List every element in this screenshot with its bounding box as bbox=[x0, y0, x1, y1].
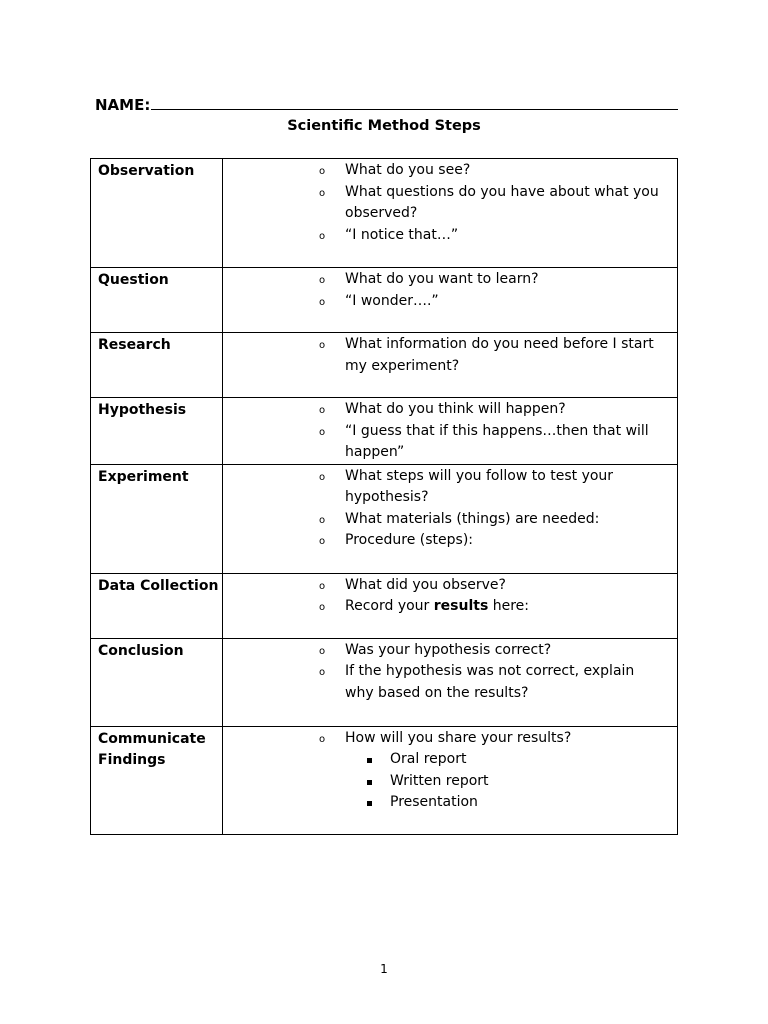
list-item-text: How will you share your results? bbox=[345, 729, 572, 746]
list-item: o What materials (things) are needed: bbox=[319, 509, 667, 531]
row-content bbox=[223, 268, 678, 333]
list-item: o What do you think will happen? bbox=[319, 399, 667, 421]
page-number: 1 bbox=[380, 962, 388, 976]
results-prefix: Record your bbox=[345, 598, 434, 614]
sub-list-item: Written report bbox=[367, 771, 667, 793]
name-underline[interactable] bbox=[151, 95, 678, 110]
list-item: o What information do you need before I start my experiment? bbox=[319, 334, 667, 377]
sub-list-item: Oral report bbox=[367, 749, 667, 771]
table-row bbox=[91, 726, 678, 834]
row-content bbox=[223, 333, 678, 398]
list-item: o What did you observe? bbox=[319, 575, 667, 597]
list-item bbox=[319, 728, 667, 814]
row-label-question: Question bbox=[91, 268, 223, 333]
row-content bbox=[223, 638, 678, 726]
row-content bbox=[223, 159, 678, 268]
list-item: o Procedure (steps): bbox=[319, 530, 667, 552]
row-label-data-collection: Data Collection bbox=[91, 573, 223, 638]
table-row bbox=[91, 573, 678, 638]
name-field[interactable] bbox=[95, 95, 678, 114]
row-content bbox=[223, 464, 678, 573]
list-item: o “I wonder….” bbox=[319, 291, 667, 313]
table-row bbox=[91, 638, 678, 726]
row-label-conclusion: Conclusion bbox=[91, 638, 223, 726]
table-row bbox=[91, 398, 678, 465]
row-label-experiment: Experiment bbox=[91, 464, 223, 573]
list-item: o What steps will you follow to test your hypothesis? bbox=[319, 466, 667, 509]
row-content bbox=[223, 573, 678, 638]
scientific-method-table bbox=[90, 158, 678, 835]
row-label-observation: Observation bbox=[91, 159, 223, 268]
list-item: o “I notice that…” bbox=[319, 225, 667, 247]
table-row bbox=[91, 333, 678, 398]
results-suffix: here: bbox=[488, 598, 530, 614]
row-label-communicate-findings: Communicate Findings bbox=[91, 726, 223, 834]
page-title: Scientific Method Steps bbox=[287, 118, 481, 134]
sub-list-item: Presentation bbox=[367, 792, 667, 814]
row-content bbox=[223, 398, 678, 465]
row-label-hypothesis: Hypothesis bbox=[91, 398, 223, 465]
table-row bbox=[91, 464, 678, 573]
results-bold: results bbox=[433, 598, 489, 614]
list-item: o What do you want to learn? bbox=[319, 269, 667, 291]
table-row bbox=[91, 268, 678, 333]
list-item bbox=[319, 596, 667, 618]
table-row bbox=[91, 159, 678, 268]
list-item: o What do you see? bbox=[319, 160, 667, 182]
list-item: o If the hypothesis was not correct, explain why based on the results? bbox=[319, 661, 667, 704]
list-item: o Was your hypothesis correct? bbox=[319, 640, 667, 662]
row-label-research: Research bbox=[91, 333, 223, 398]
list-item: o “I guess that if this happens…then that will happen” bbox=[319, 421, 667, 464]
row-content bbox=[223, 726, 678, 834]
name-label: NAME: bbox=[95, 96, 151, 114]
list-item: o What questions do you have about what you observed? bbox=[319, 182, 667, 225]
